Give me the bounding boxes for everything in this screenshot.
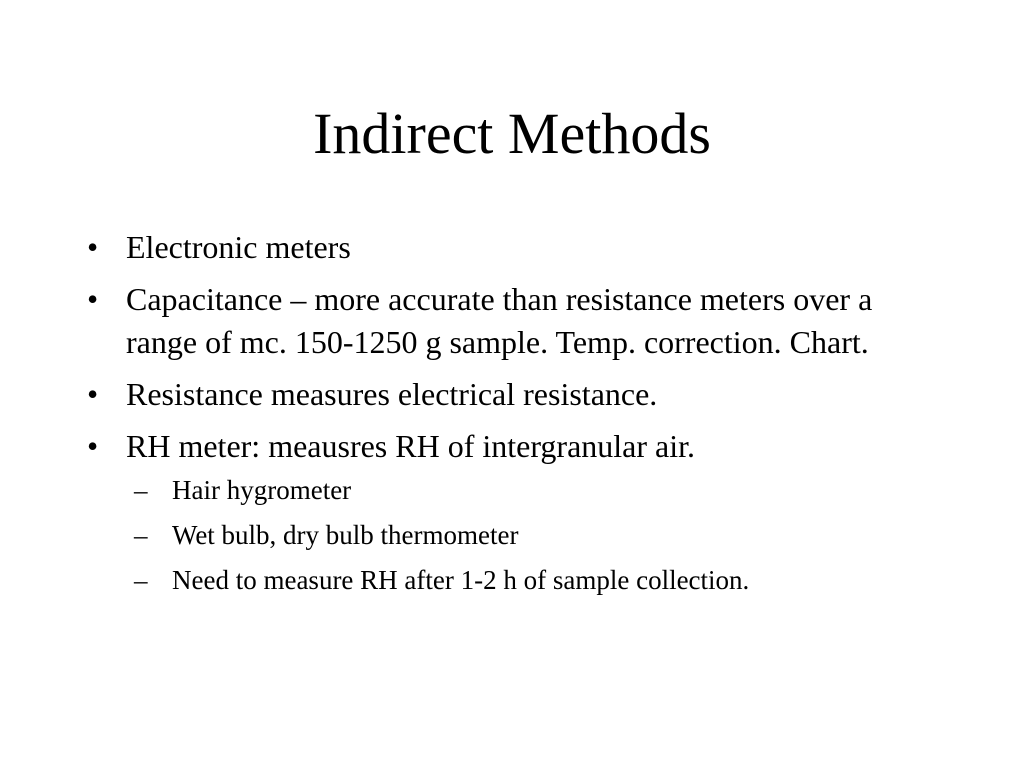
bullet-text: Capacitance – more accurate than resistance meters over a range of mc. 150-1250 g sample. Temp. correction. Chart. [126,281,873,360]
bullet-marker: • [87,376,99,412]
sub-bullet-list [132,472,947,598]
slide-title: Indirect Methods [313,101,711,166]
sub-bullet-measure-rh [132,562,947,598]
sub-bullet-marker: – [134,565,148,595]
bullet-text: Resistance measures electrical resistance. [126,376,658,412]
sub-bullet-hair-hygrometer [132,472,947,508]
bullet-marker: • [87,428,99,464]
bullet-marker: • [87,229,99,265]
sub-bullet-text: Wet bulb, dry bulb thermometer [172,520,519,550]
sub-bullet-wet-dry-bulb [132,517,947,553]
sub-bullet-marker: – [134,520,148,550]
bullet-item-rh-meter [87,425,947,598]
bullet-list [87,226,947,607]
bullet-item-electronic-meters [87,226,947,269]
bullet-marker: • [87,281,99,317]
sub-bullet-text: Hair hygrometer [172,475,352,505]
bullet-text: RH meter: meausres RH of intergranular air. [126,428,696,464]
sub-bullet-text: Need to measure RH after 1-2 h of sample collection. [172,565,750,595]
bullet-item-resistance [87,373,947,416]
bullet-item-capacitance [87,278,947,364]
bullet-text: Electronic meters [126,229,351,265]
sub-bullet-marker: – [134,475,148,505]
